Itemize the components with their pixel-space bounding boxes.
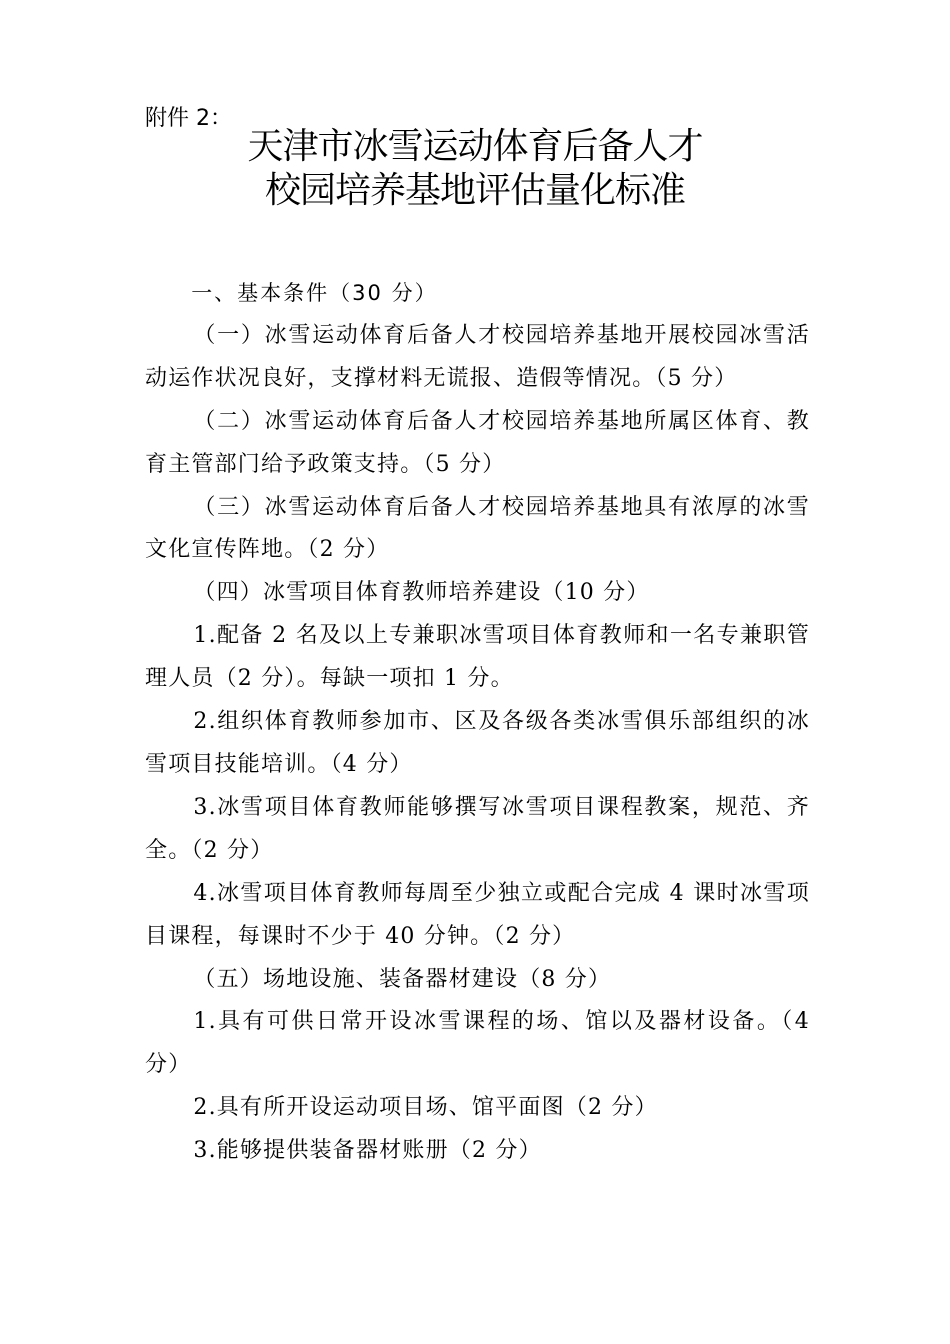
paragraph: （一）冰雪运动体育后备人才校园培养基地开展校园冰雪活动运作状况良好，支撑材料无谎报、造假等情况。（5 分） — [145, 322, 810, 391]
paragraph: 4.冰雪项目体育教师每周至少独立或配合完成 4 课时冰雪项目课程，每课时不少于 40 分钟。（2 分） — [145, 880, 810, 949]
attachment-label: 附件 2： — [145, 106, 232, 131]
paragraph: 1.具有可供日常开设冰雪课程的场、馆以及器材设备。（4 分） — [145, 1009, 810, 1078]
paragraph: 2.组织体育教师参加市、区及各级各类冰雪俱乐部组织的冰雪项目技能培训。（4 分） — [145, 709, 810, 777]
document-title-line-1: 天津市冰雪运动体育后备人才 — [247, 126, 703, 167]
subsection-heading: （四）冰雪项目体育教师培养建设（10 分） — [193, 580, 650, 606]
paragraph: 3.能够提供装备器材账册（2 分） — [193, 1138, 542, 1164]
paragraph: 1.配备 2 名及以上专兼职冰雪项目体育教师和一名专兼职管理人员（2 分）。每缺一项扣 1 分。 — [145, 623, 810, 692]
subsection-heading: （五）场地设施、装备器材建设（8 分） — [193, 966, 612, 992]
paragraph: 2.具有所开设运动项目场、馆平面图（2 分） — [193, 1095, 658, 1121]
document-title-line-2: 校园培养基地评估量化标准 — [264, 170, 685, 211]
paragraph: （二）冰雪运动体育后备人才校园培养基地所属区体育、教育主管部门给予政策支持。（5 分） — [145, 408, 810, 477]
document-body — [145, 272, 810, 1173]
section-heading: 一、基本条件（30 分） — [191, 281, 438, 305]
paragraph: （三）冰雪运动体育后备人才校园培养基地具有浓厚的冰雪文化宣传阵地。（2 分） — [145, 494, 810, 563]
paragraph: 3.冰雪项目体育教师能够撰写冰雪项目课程教案，规范、齐全。（2 分） — [145, 794, 810, 863]
